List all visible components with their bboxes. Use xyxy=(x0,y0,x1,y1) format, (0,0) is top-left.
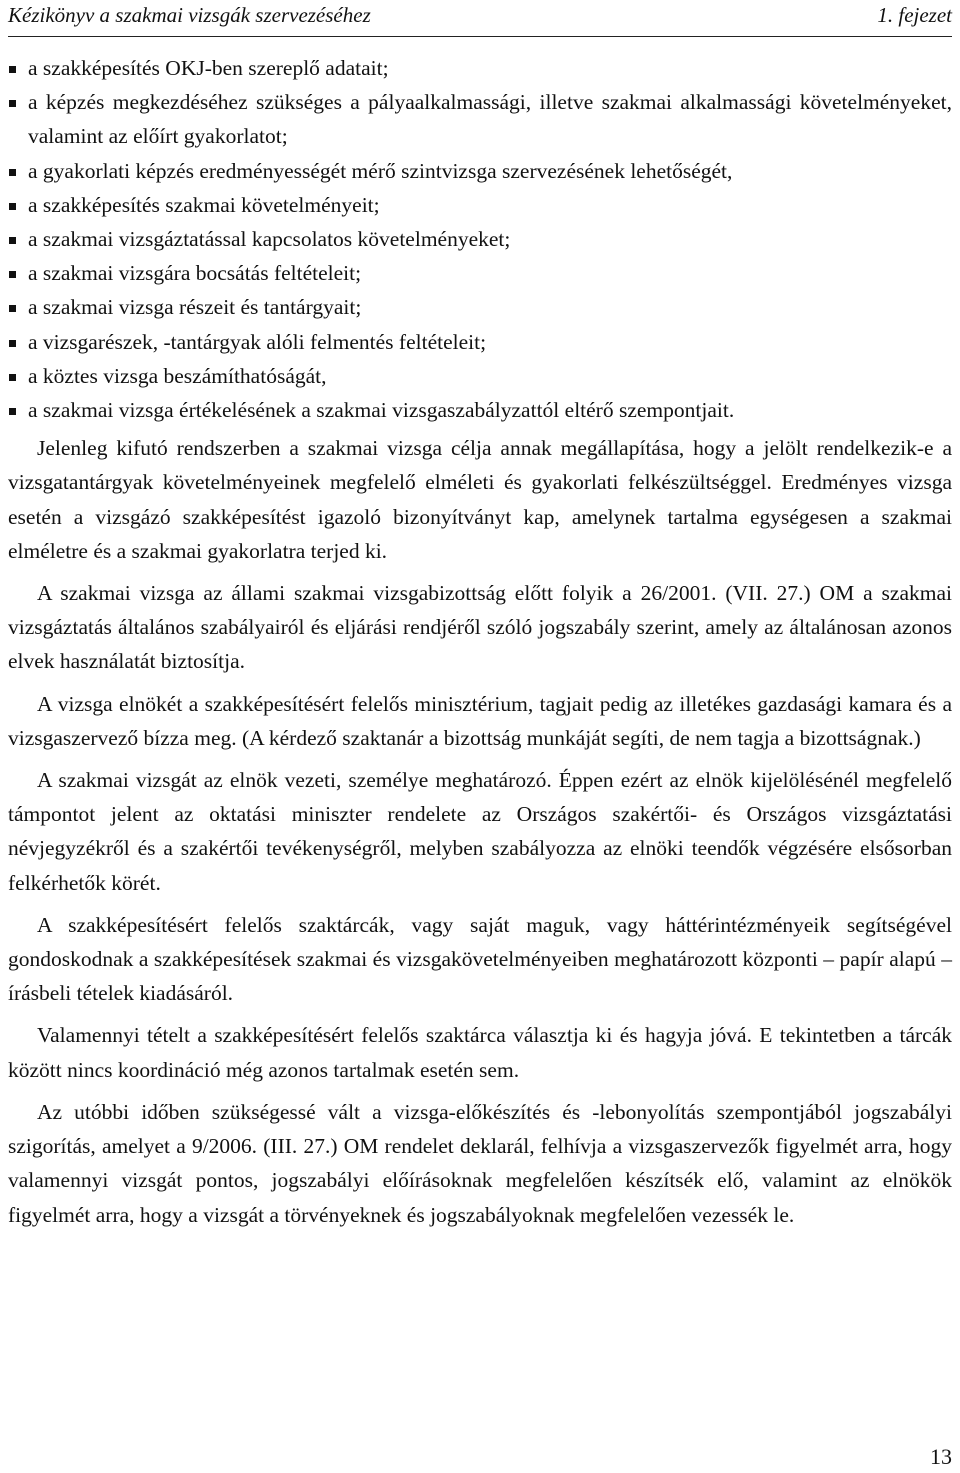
square-bullet-icon xyxy=(9,305,16,312)
requirements-list xyxy=(8,51,952,427)
list-item xyxy=(8,188,952,222)
list-item xyxy=(8,222,952,256)
list-item xyxy=(8,154,952,188)
square-bullet-icon xyxy=(9,169,16,176)
paragraph-chair-role: A szakmai vizsgát az elnök vezeti, személye meghatározó. Éppen ezért az elnök kijelölésénél megfelelő támpontot jelent az oktatási miniszter rendelete az Országos szakértői- és Országos vizsgáztatási névjegyzékről és a szakértői tevékenységről, melyben szabályozza az elnöki teendők végzésére elsősorban felkérhetők körét. xyxy=(8,768,952,895)
square-bullet-icon xyxy=(9,237,16,244)
page-number: 13 xyxy=(930,1444,952,1469)
list-item xyxy=(8,359,952,393)
list-item xyxy=(8,256,952,290)
paragraph-approval: Valamennyi tételt a szakképesítésért felelős szaktárca választja ki és hagyja jóvá. E tekintetben a tárcák között nincs koordináció még azonos tartalmak esetén sem. xyxy=(8,1023,952,1082)
list-item-text: a köztes vizsga beszámíthatóságát, xyxy=(28,363,327,388)
square-bullet-icon xyxy=(9,408,16,415)
list-item-text: a szakmai vizsga értékelésének a szakmai vizsgaszabályzattól eltérő szempontjait. xyxy=(28,398,735,423)
running-header xyxy=(8,0,952,37)
list-item xyxy=(8,325,952,359)
list-item-text: a szakmai vizsgáztatással kapcsolatos követelményeket; xyxy=(28,227,511,252)
list-item-text: a vizsgarészek, -tantárgyak alóli felmentés feltételeit; xyxy=(28,329,487,354)
book-title: Kézikönyv a szakmai vizsgák szervezéséhez xyxy=(8,3,371,27)
square-bullet-icon xyxy=(9,203,16,210)
list-item-text: a gyakorlati képzés eredményességét mérő szintvizsga szervezésének lehetőségét, xyxy=(28,158,733,183)
page-body xyxy=(8,51,952,1232)
square-bullet-icon xyxy=(9,271,16,278)
list-item-text: a szakmai vizsgára bocsátás feltételeit; xyxy=(28,261,362,286)
list-item-text: a szakképesítés OKJ-ben szereplő adatait; xyxy=(28,56,389,80)
list-item-text: a szakképesítés szakmai követelményeit; xyxy=(28,192,380,217)
paragraph-exam-committee: A szakmai vizsga az állami szakmai vizsgabizottság előtt folyik a 26/2001. (VII. 27.) OM a szakmai vizsgáztatás általános szabályairól és eljárási rendjéről szóló jogszabály szerint, amely az általánosan azonos elvek használatát biztosítja. xyxy=(8,581,952,674)
list-item-text: a szakmai vizsga részeit és tantárgyait; xyxy=(28,295,362,320)
paragraph-written-items: A szakképesítésért felelős szaktárcák, vagy saját maguk, vagy háttérintézményeik segítségével gondoskodnak a szakképesítések szakmai és vizsgakövetelményeiben meghatározott központi – papír alapú – írásbeli tételek kiadásáról. xyxy=(8,912,952,1006)
chapter-label: 1. fejezet xyxy=(877,3,952,27)
paragraph-exam-purpose: Jelenleg kifutó rendszerben a szakmai vizsga célja annak megállapítása, hogy a jelölt rendelkezik-e a vizsgatantárgyak követelményeinek megfelelő elméleti és gyakorlati felkészültséggel. Eredményes vizsga esetén a vizsgázó szakképesítést igazoló bizonyítványt kap, amelynek tartalma egységesen a szakmai elméletre és a szakmai gyakorlatra terjed ki. xyxy=(8,436,952,563)
square-bullet-icon xyxy=(9,340,16,347)
list-item xyxy=(8,290,952,324)
list-item xyxy=(8,393,952,427)
paragraph-chair-appointment: A vizsga elnökét a szakképesítésért felelős minisztérium, tagjait pedig az illetékes gazdasági kamara és a vizsgaszervező bízza meg. (A kérdező szaktanár a bizottság munkáját segíti, de nem tagja a bizottságnak.) xyxy=(8,691,952,750)
list-item xyxy=(8,85,952,153)
square-bullet-icon xyxy=(9,100,16,107)
square-bullet-icon xyxy=(9,374,16,381)
list-item-text: a képzés megkezdéséhez szükséges a pályaalkalmassági, illetve szakmai alkalmassági követelményeket, valamint az előírt gyakorlatot; xyxy=(28,90,952,149)
square-bullet-icon xyxy=(9,66,16,73)
list-item xyxy=(8,51,952,85)
paragraph-regulation: Az utóbbi időben szükségessé vált a vizsga-előkészítés és -lebonyolítás szempontjából jogszabályi szigorítás, amelyet a 9/2006. (III. 27.) OM rendelet deklarál, felhívja a vizsgaszervezők figyelmét arra, hogy valamennyi vizsgát pontos, jogszabályi előírásoknak megfelelően készítsék elő, valamint az elnökök figyelmét arra, hogy a vizsgát a törvényeknek és jogszabályoknak megfelelően vezessék le. xyxy=(8,1099,952,1227)
